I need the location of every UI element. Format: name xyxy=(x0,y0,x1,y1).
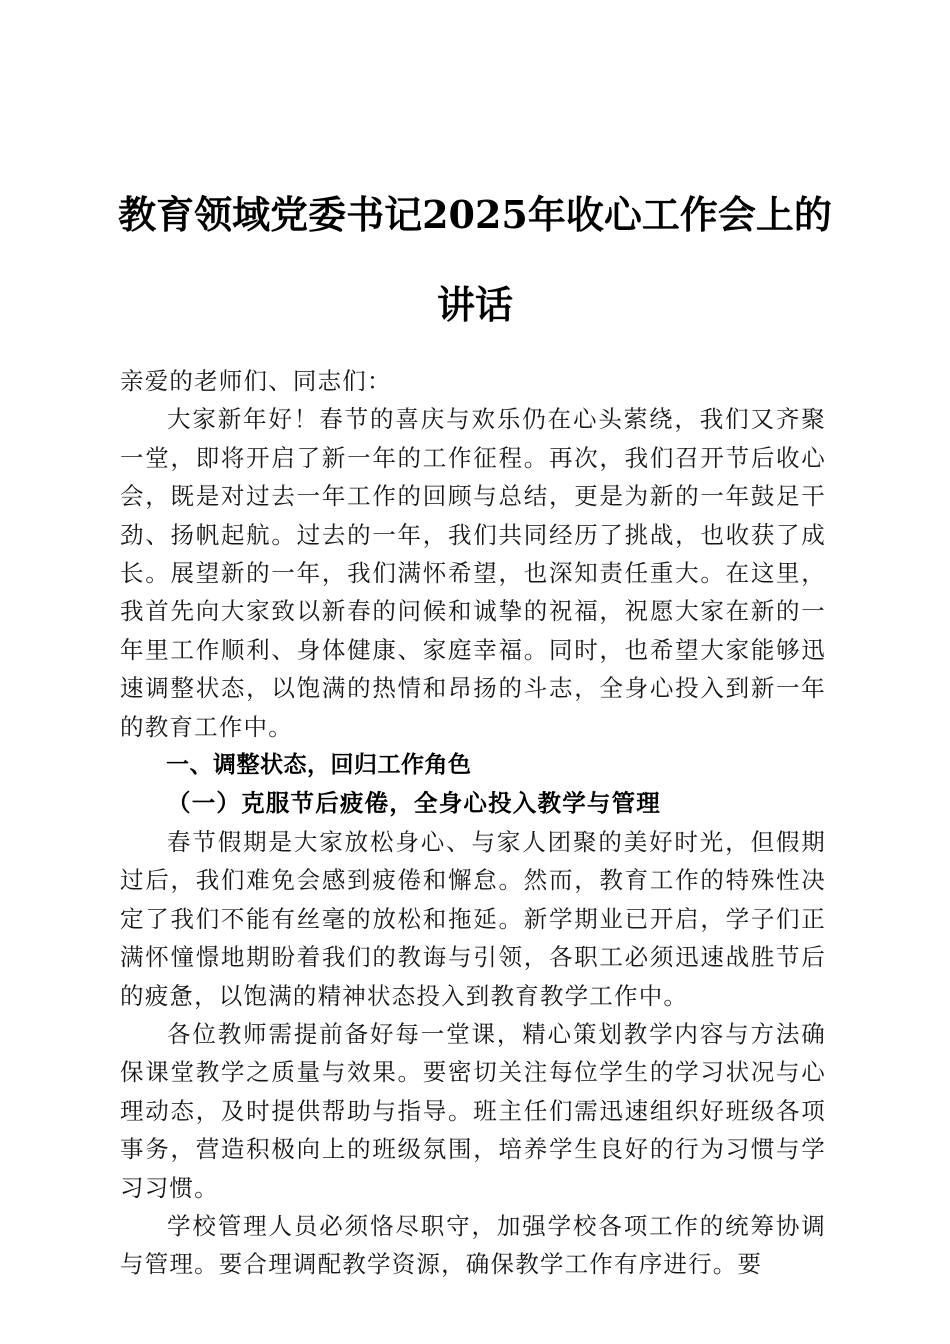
section-heading-1: 一、调整状态，回归工作角色 xyxy=(166,752,472,779)
document-title: 教育领域党委书记2025年收心工作会上的讲话 xyxy=(118,192,832,327)
salutation: 亲爱的老师们、同志们： xyxy=(120,367,392,395)
paragraph-managers: 学校管理人员必须恪尽职守，加强学校各项工作的统筹协调与管理。要合理调配教学资源，确保教学工作有序进行。要 xyxy=(120,1211,826,1279)
document-body xyxy=(120,362,826,1284)
subsection-heading-1-1: （一）克服节后疲倦，全身心投入教学与管理 xyxy=(167,789,661,818)
paragraph-opening: 大家新年好！春节的喜庆与欢乐仍在心头萦绕，我们又齐聚一堂，即将开启了新一年的工作征程。再次，我们召开节后收心会，既是对过去一年工作的回顾与总结，更是为新的一年鼓足干劲、扬帆起航。过去的一年，我们共同经历了挑战，也收获了成长。展望新的一年，我们满怀希望，也深知责任重大。在这里，我首先向大家致以新春的问候和诚挚的祝福，祝愿大家在新的一年里工作顺利、身体健康、家庭幸福。同时，也希望大家能够迅速调整状态，以饱满的热情和昂扬的斗志，全身心投入到新一年的教育工作中。 xyxy=(120,405,826,741)
paragraph-holiday-fatigue: 春节假期是大家放松身心、与家人团聚的美好时光，但假期过后，我们难免会感到疲倦和懈怠。然而，教育工作的特殊性决定了我们不能有丝毫的放松和拖延。新学期业已开启，学子们正满怀憧憬地期盼着我们的教诲与引领，各职工必须迅速战胜节后的疲惫，以饱满的精神状态投入到教育教学工作中。 xyxy=(120,827,826,1010)
paragraph-teachers: 各位教师需提前备好每一堂课，精心策划教学内容与方法确保课堂教学之质量与效果。要密切关注每位学生的学习状况与心理动态，及时提供帮助与指导。班主任们需迅速组织好班级各项事务，营造积极向上的班级氛围，培养学生良好的行为习惯与学习习惯。 xyxy=(120,1019,826,1202)
